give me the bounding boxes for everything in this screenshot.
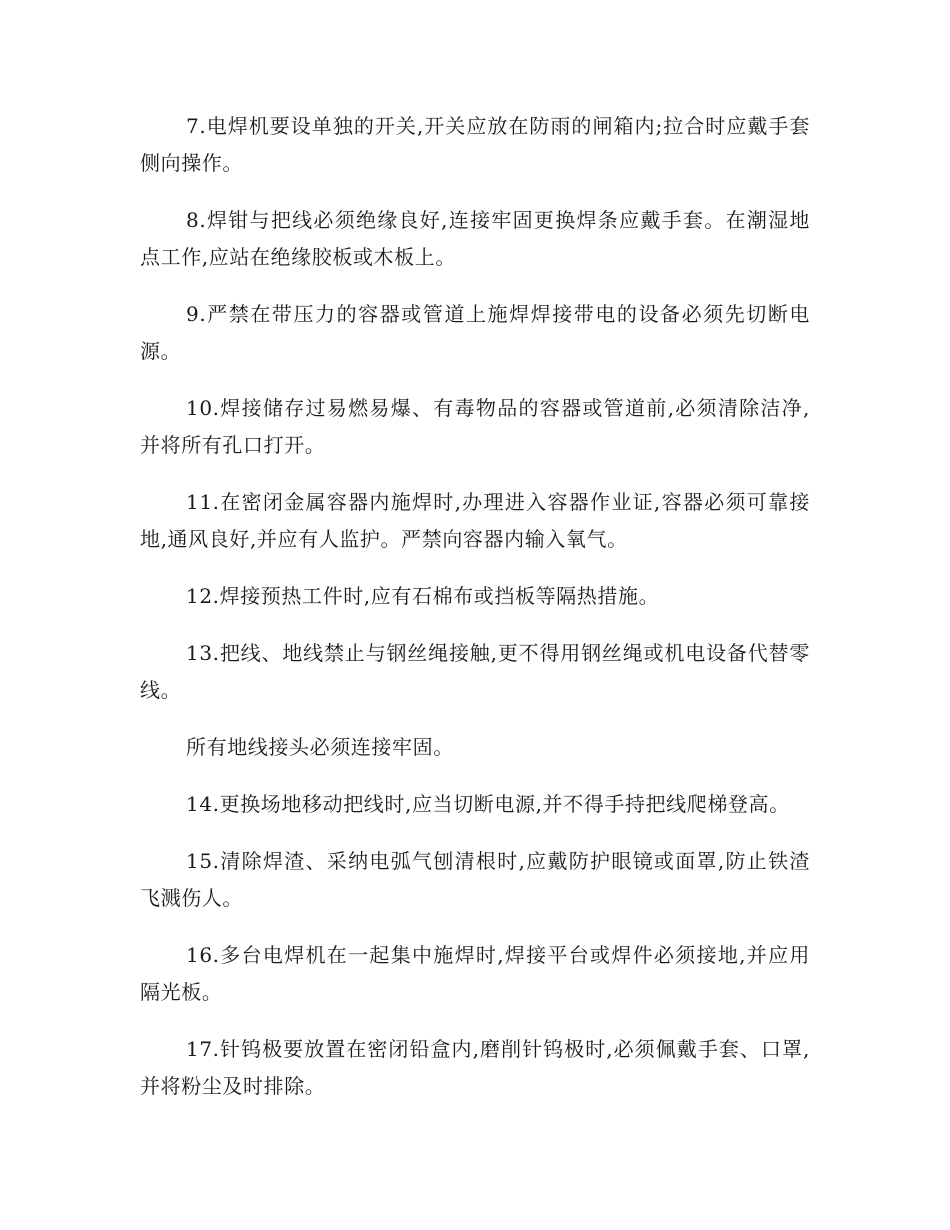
paragraph-7: 7.电焊机要设单独的开关,开关应放在防雨的闸箱内;拉合时应戴手套侧向操作。 xyxy=(140,114,810,175)
paragraph-12: 12.焊接预热工件时,应有石棉布或挡板等隔热措施。 xyxy=(186,584,660,608)
paragraph-ground-joints: 所有地线接头必须连接牢固。 xyxy=(186,735,454,759)
paragraph-8: 8.焊钳与把线必须绝缘良好,连接牢固更换焊条应戴手套。在潮湿地点工作,应站在绝缘胶板或木板上。 xyxy=(140,208,810,269)
paragraph-13: 13.把线、地线禁止与钢丝绳接触,更不得用钢丝绳或机电设备代替零线。 xyxy=(140,641,810,702)
document-body xyxy=(140,108,810,1125)
paragraph-9: 9.严禁在带压力的容器或管道上施焊焊接带电的设备必须先切断电源。 xyxy=(140,302,810,363)
paragraph-17: 17.针钨极要放置在密闭铅盒内,磨削针钨极时,必须佩戴手套、口罩,并将粉尘及时排除。 xyxy=(140,1037,810,1098)
paragraph-15: 15.清除焊渣、采纳电弧气刨清根时,应戴防护眼镜或面罩,防止铁渣飞溅伤人。 xyxy=(140,849,810,910)
paragraph-16: 16.多台电焊机在一起集中施焊时,焊接平台或焊件必须接地,并应用隔光板。 xyxy=(140,943,810,1004)
paragraph-10: 10.焊接储存过易燃易爆、有毒物品的容器或管道前,必须清除洁净,并将所有孔口打开。 xyxy=(140,396,810,457)
paragraph-14: 14.更换场地移动把线时,应当切断电源,并不得手持把线爬梯登高。 xyxy=(186,792,790,816)
paragraph-11: 11.在密闭金属容器内施焊时,办理进入容器作业证,容器必须可靠接地,通风良好,并应有人监护。严禁向容器内输入氧气。 xyxy=(140,490,810,551)
